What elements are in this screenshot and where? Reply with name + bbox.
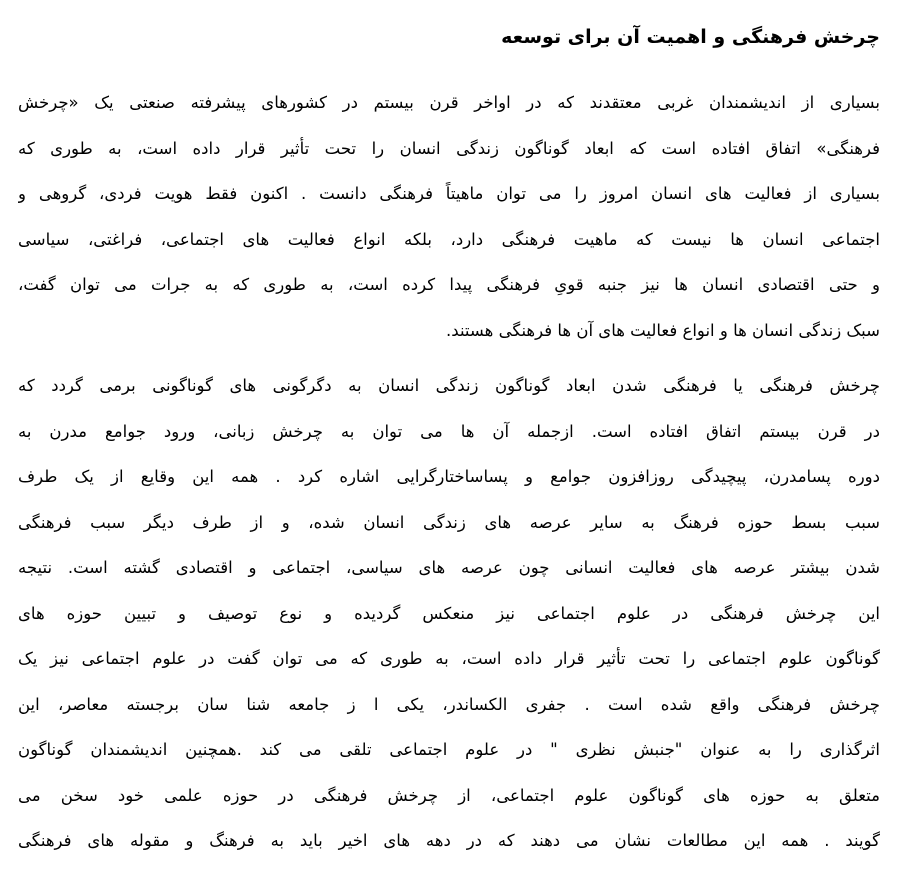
paragraph-2 (18, 363, 880, 864)
text-line: اجتماعی انسان ها نیست که ماهیت فرهنگی دارد، بلکه انواع فعالیت های اجتماعی، فراغتی، سیاسی (18, 229, 880, 249)
text-line: سبک زندگی انسان ها و انواع فعالیت های آن ها فرهنگی هستند. (446, 320, 880, 340)
text-line: گویند . همه این مطالعات نشان می دهند که در دهه های اخیر باید به فرهنگ و مقوله های فرهنگی (18, 831, 880, 850)
text-line: این چرخش فرهنگی در علوم اجتماعی نیز منعکس گردیده و نوع توصیف و تبیین حوزه های (18, 603, 880, 623)
text-line: متعلق به حوزه های گوناگون علوم اجتماعی، از چرخش فرهنگی در حوزه علمی خود سخن می (18, 785, 880, 805)
text-line: بسیاری از فعالیت های انسان امروز را می توان ماهیتاً فرهنگی دانست . اکنون فقط هویت فردی، گروهی و (18, 184, 880, 203)
text-line: دوره پسامدرن، پیچیدگی روزافزون جوامع و پساساختارگرایی اشاره کرد . همه این وقایع از یک طرف (18, 467, 880, 486)
text-line: بسیاری از اندیشمندان غربی معتقدند که در اواخر قرن بیستم در کشورهای پیشرفته صنعتی یک «چرخش (18, 93, 880, 112)
text-line: چرخش فرهنگی واقع شده است . جفری الکساندر، یکی ا ز جامعه شنا سان برجسته معاصر، این (18, 694, 880, 714)
text-line: فرهنگی» اتفاق افتاده است که ابعاد گوناگون زندگی انسان را تحت تأثیر قرار داده است، به طوری که (18, 138, 880, 158)
text-line: سبب بسط حوزه فرهنگ به سایر عرصه های زندگی انسان شده، و از طرف دیگر سبب فرهنگی (18, 512, 880, 532)
paragraph-1 (18, 80, 880, 353)
text-line: چرخش فرهنگی یا فرهنگی شدن ابعاد گوناگون زندگی انسان به دگرگونی های گوناگونی برمی گردد که (18, 376, 880, 395)
text-line: گوناگون علوم اجتماعی را تحت تأثیر قرار داده است، به طوری که می توان گفت در علوم اجتماعی نیز یک (18, 649, 880, 668)
document-title: چرخش فرهنگی و اهمیت آن برای توسعه (501, 26, 880, 48)
text-line: در قرن بیستم اتفاق افتاده است. ازجمله آن ها می توان به چرخش زبانی، ورود جوامع مدرن به (18, 421, 880, 441)
text-line: شدن بیشتر عرصه های فعالیت انسانی چون عرصه های سیاسی، اجتماعی و اقتصادی گشته است. نتیجه (18, 558, 880, 577)
text-line: اثرگذاری را به عنوان "جنبش نظری " در علوم اجتماعی تلقی می کند .همچنین اندیشمندان گوناگون (18, 740, 880, 759)
text-line: و حتی اقتصادی انسان ها نیز جنبه قویِ فرهنگی پیدا کرده است، به طوری که به جرات می توان گفت، (18, 275, 880, 294)
